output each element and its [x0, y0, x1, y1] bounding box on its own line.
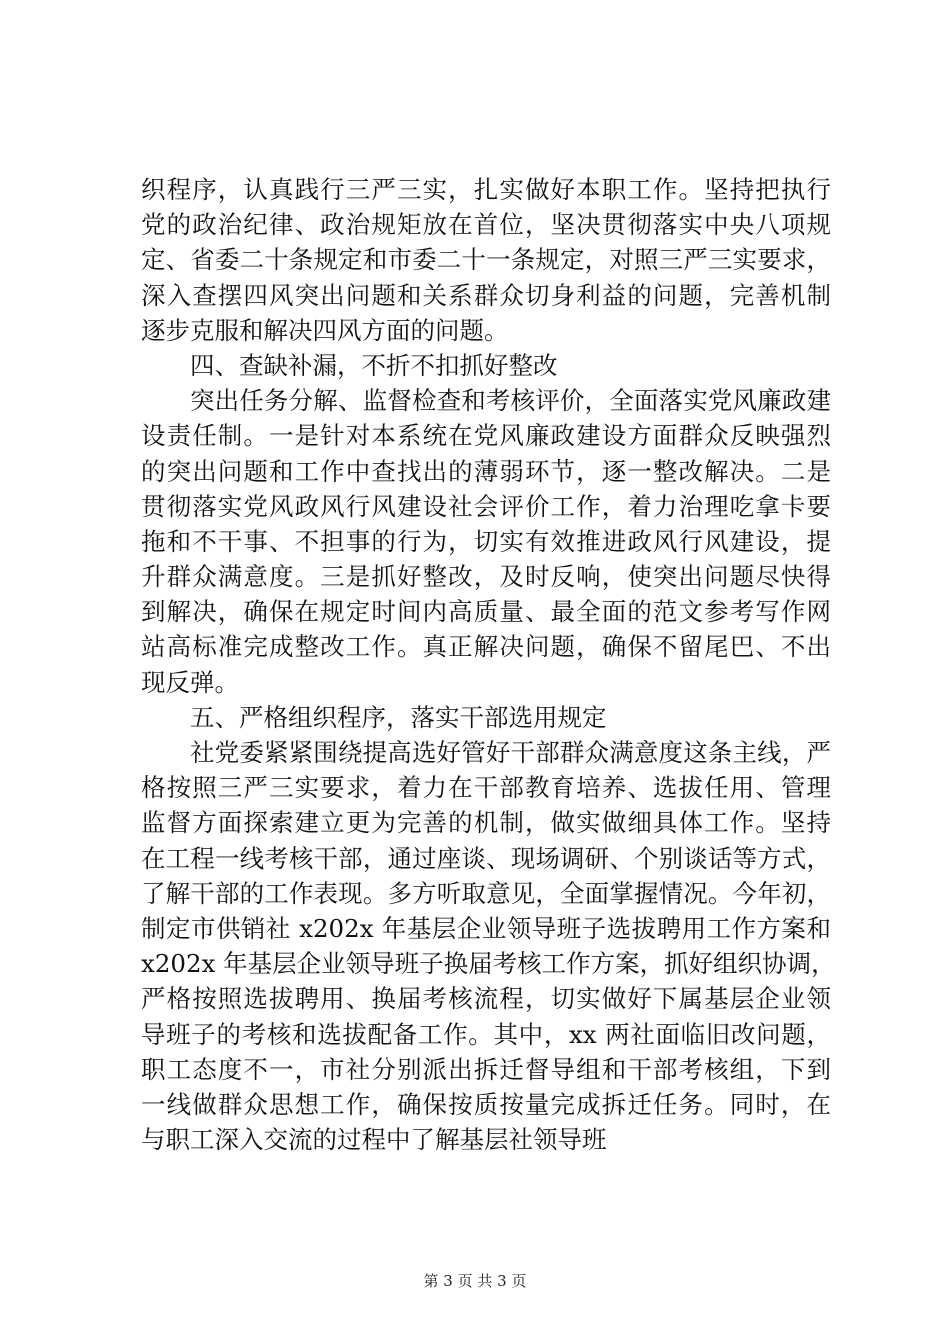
text-line: 制定市供销社 x202x 年基层企业领导班子选拔聘用工作方案和	[141, 913, 831, 943]
paragraph-section-4	[141, 383, 831, 700]
text-line: 拖和不干事、不担事的行为，切实有效推进政风行风建设，提	[141, 526, 831, 556]
text-line: 现反弹。	[141, 667, 239, 697]
text-line: 突出任务分解、监督检查和考核评价，全面落实党风廉政建	[190, 386, 831, 416]
text-line: 严格按照选拔聘用、换届考核流程，切实做好下属基层企业领	[141, 984, 831, 1014]
text-line: 导班子的考核和选拔配备工作。其中，xx 两社面临旧改问题，	[141, 1019, 831, 1049]
paragraph-section-5	[141, 735, 836, 1157]
text-line: 与职工深入交流的过程中了解基层社领导班	[141, 1125, 607, 1155]
text-line: 定、省委二十条规定和市委二十一条规定，对照三严三实要求，	[141, 245, 831, 275]
text-line: x202x 年基层企业领导班子换届考核工作方案，抓好组织协调，	[141, 949, 836, 979]
section-heading-4: 四、查缺补漏，不折不扣抓好整改	[190, 350, 558, 380]
text-line: 深入查摆四风突出问题和关系群众切身利益的问题，完善机制	[141, 280, 831, 310]
paragraph-continued	[141, 172, 831, 348]
text-line: 社党委紧紧围绕提高选好管好干部群众满意度这条主线，严	[190, 738, 831, 767]
text-line: 到解决，确保在规定时间内高质量、最全面的范文参考写作网	[141, 597, 831, 627]
text-line: 站高标准完成整改工作。真正解决问题，确保不留尾巴、不出	[141, 632, 831, 662]
text-line: 在工程一线考核干部，通过座谈、现场调研、个别谈话等方式，	[141, 843, 831, 873]
text-line: 了解干部的工作表现。多方听取意见，全面掌握情况。今年初，	[141, 878, 831, 908]
section-heading-5: 五、严格组织程序，落实干部选用规定	[190, 702, 607, 732]
document-body	[141, 172, 836, 1157]
page-number-footer: 第 3 页 共 3 页	[423, 1272, 527, 1290]
text-line: 升群众满意度。三是抓好整改，及时反响，使突出问题尽快得	[141, 562, 831, 592]
text-line: 一线做群众思想工作，确保按质按量完成拆迁任务。同时，在	[141, 1089, 831, 1119]
text-line: 织程序，认真践行三严三实，扎实做好本职工作。坚持把执行	[141, 175, 831, 204]
text-line: 职工态度不一，市社分别派出拆迁督导组和干部考核组，下到	[141, 1054, 831, 1084]
text-line: 党的政治纪律、政治规矩放在首位，坚决贯彻落实中央八项规	[141, 210, 831, 240]
text-line: 设责任制。一是针对本系统在党风廉政建设方面群众反映强烈	[141, 421, 831, 451]
text-line: 格按照三严三实要求，着力在干部教育培养、选拔任用、管理	[141, 773, 831, 803]
text-line: 监督方面探索建立更为完善的机制，做实做细具体工作。坚持	[141, 808, 831, 838]
text-line: 逐步克服和解决四风方面的问题。	[141, 315, 509, 345]
text-line: 贯彻落实党风政风行风建设社会评价工作，着力治理吃拿卡要	[141, 491, 831, 521]
text-line: 的突出问题和工作中查找出的薄弱环节，逐一整改解决。二是	[141, 456, 831, 486]
